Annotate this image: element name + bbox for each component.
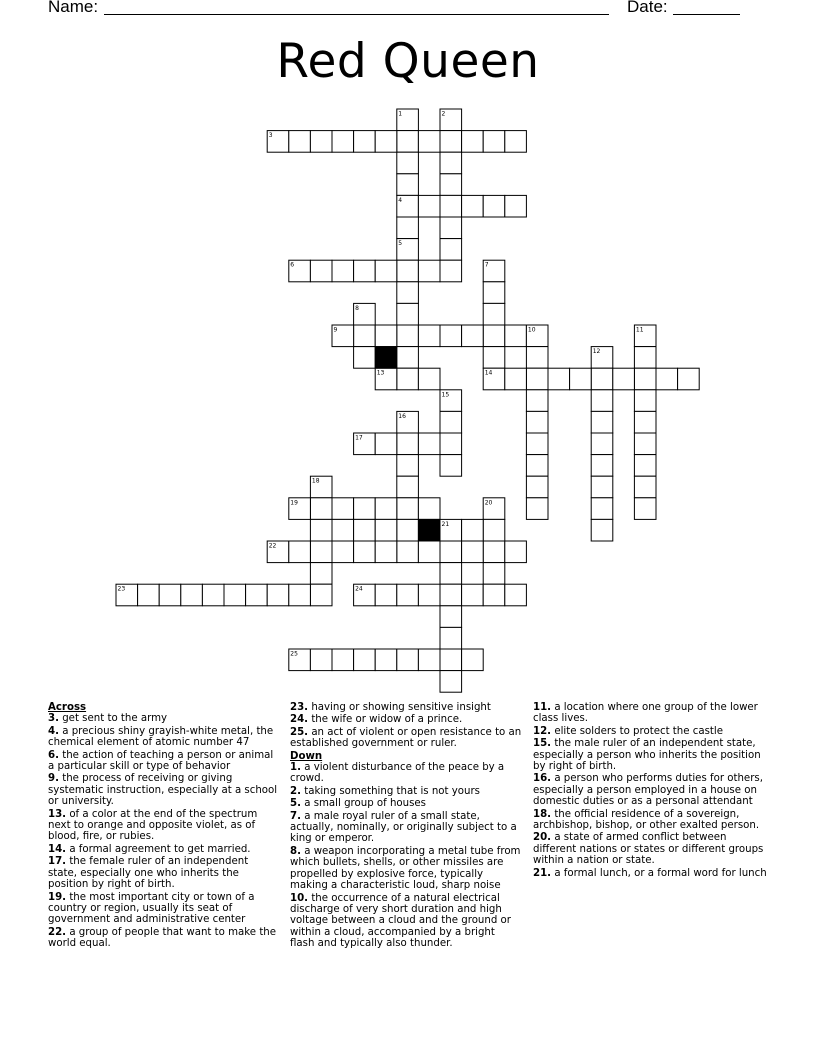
puzzle-title: Red Queen <box>276 34 540 89</box>
grid-cell[interactable] <box>462 649 484 671</box>
clue-down-21: 21. a formal lunch, or a formal word for lunch <box>533 867 767 879</box>
grid-cell[interactable] <box>526 368 548 390</box>
clue-down-18: 18. the official residence of a sovereign, archbishop, bishop, or other exalted person. <box>533 808 760 832</box>
clue-across-6: 6. the action of teaching a person or animal a particular skill or type of behavior <box>48 749 274 773</box>
clue-number: 10 <box>527 326 536 334</box>
clue-number: 16 <box>398 412 406 420</box>
grid-cell[interactable] <box>310 584 332 606</box>
grid-cell[interactable] <box>418 649 440 671</box>
grid-cell[interactable] <box>462 195 484 217</box>
clue-column-1 <box>48 702 280 951</box>
grid-cell[interactable] <box>505 541 527 563</box>
grid-cell[interactable] <box>397 584 419 606</box>
clue-number: 22 <box>268 542 277 550</box>
grid-cell[interactable] <box>462 519 484 541</box>
grid-cell[interactable] <box>418 131 440 153</box>
grid-cell[interactable] <box>397 455 419 477</box>
date-label: Date: <box>627 0 668 16</box>
grid-cell[interactable] <box>634 390 656 412</box>
grid-cell[interactable] <box>332 649 354 671</box>
clue-number: 8 <box>355 304 359 312</box>
grid-cell[interactable] <box>634 455 656 477</box>
grid-cell[interactable] <box>246 584 268 606</box>
grid-cell[interactable] <box>634 433 656 455</box>
grid-cell[interactable] <box>397 260 419 282</box>
clue-across-22: 22. a group of people that want to make the world equal. <box>48 926 277 950</box>
grid-cell[interactable] <box>526 433 548 455</box>
grid-cell[interactable] <box>591 455 613 477</box>
clue-number: 5 <box>398 240 403 248</box>
clue-number: 18 <box>311 477 320 485</box>
grid-cell[interactable] <box>418 498 440 520</box>
grid-cell[interactable] <box>397 303 419 325</box>
grid-cell[interactable] <box>310 519 332 541</box>
grid-cell[interactable] <box>505 195 527 217</box>
grid-cell[interactable] <box>440 217 462 239</box>
clue-across-14: 14. a formal agreement to get married. <box>48 843 251 855</box>
grid-cell[interactable] <box>354 498 376 520</box>
down-heading: Down <box>290 750 323 762</box>
grid-cell[interactable] <box>634 368 656 390</box>
grid-cell[interactable] <box>375 584 397 606</box>
clue-number: 20 <box>484 499 493 507</box>
grid-cell[interactable] <box>505 131 527 153</box>
clue-down-16: 16. a person who performs duties for others, especially a person employed in a house on domestic duties or as a personal attendant <box>533 773 763 808</box>
clue-down-2: 2. taking something that is not yours <box>290 785 480 797</box>
grid-cell[interactable] <box>354 325 376 347</box>
grid-cell[interactable] <box>440 174 462 196</box>
clue-across-19: 19. the most important city or town of a country or region, usually its seat of government and administrative center <box>48 891 255 926</box>
clue-down-1: 1. a violent disturbance of the peace by a crowd. <box>290 762 505 785</box>
clue-across-25: 25. an act of violent or open resistance to an established government or ruler. <box>290 726 522 750</box>
grid-cell[interactable] <box>483 282 505 304</box>
clue-across-17: 17. the female ruler of an independent state, especially one who inherits the position by right of birth. <box>48 856 249 891</box>
grid-cell[interactable] <box>526 411 548 433</box>
grid-cell[interactable] <box>440 627 462 649</box>
across-heading: Across <box>48 702 87 713</box>
grid-cell[interactable] <box>397 347 419 369</box>
grid-cell[interactable] <box>483 347 505 369</box>
grid-cell[interactable] <box>440 152 462 174</box>
clue-number: 6 <box>290 261 295 269</box>
clue-number: 3 <box>268 132 273 140</box>
grid-cell[interactable] <box>397 282 419 304</box>
grid-cell[interactable] <box>418 541 440 563</box>
grid-cell[interactable] <box>462 584 484 606</box>
clue-number: 9 <box>333 326 338 334</box>
grid-cell[interactable] <box>310 649 332 671</box>
grid-cell[interactable] <box>354 541 376 563</box>
grid-cell[interactable] <box>267 584 289 606</box>
grid-cell[interactable] <box>375 260 397 282</box>
grid-cell[interactable] <box>375 649 397 671</box>
grid-cell[interactable] <box>397 476 419 498</box>
grid-cell[interactable] <box>591 411 613 433</box>
clue-column-3 <box>533 702 769 880</box>
grid-cell[interactable] <box>332 260 354 282</box>
grid-cell[interactable] <box>354 347 376 369</box>
grid-cell[interactable] <box>375 541 397 563</box>
grid-cell[interactable] <box>310 260 332 282</box>
grid-cell[interactable] <box>332 498 354 520</box>
clue-number: 24 <box>355 585 363 593</box>
grid-cell[interactable] <box>440 411 462 433</box>
grid-cell[interactable] <box>289 131 311 153</box>
grid-cell[interactable] <box>354 519 376 541</box>
grid-cell[interactable] <box>375 131 397 153</box>
grid-cell[interactable] <box>289 541 311 563</box>
grid-cell[interactable] <box>440 455 462 477</box>
grid-cell[interactable] <box>202 584 224 606</box>
grid-cell[interactable] <box>570 368 592 390</box>
grid-cell[interactable] <box>397 325 419 347</box>
grid-cell[interactable] <box>591 433 613 455</box>
grid-cell[interactable] <box>289 584 311 606</box>
grid-cell[interactable] <box>418 260 440 282</box>
clue-number: 23 <box>117 585 126 593</box>
grid-block <box>418 519 440 541</box>
grid-cell[interactable] <box>332 519 354 541</box>
grid-cell[interactable] <box>526 390 548 412</box>
grid-cell[interactable] <box>440 671 462 693</box>
grid-cell[interactable] <box>483 563 505 585</box>
grid-cell[interactable] <box>505 325 527 347</box>
clue-down-10: 10. the occurrence of a natural electrical discharge of very short duration and high voltage between a cloud and the ground or within a cloud, accompanied by a bright flash and typically also thunder. <box>290 892 511 950</box>
grid-cell[interactable] <box>440 239 462 261</box>
grid-cell[interactable] <box>310 563 332 585</box>
clue-number: 17 <box>355 434 363 442</box>
grid-cell[interactable] <box>418 325 440 347</box>
clue-number: 14 <box>484 369 493 377</box>
clue-across-24: 24. the wife or widow of a prince. <box>290 714 463 726</box>
grid-cell[interactable] <box>483 325 505 347</box>
grid-cell[interactable] <box>159 584 181 606</box>
clue-down-20: 20. a state of armed conflict between different nations or states or different groups within a nation or state. <box>533 832 764 867</box>
grid-cell[interactable] <box>591 368 613 390</box>
clue-number: 4 <box>398 196 403 204</box>
grid-cell[interactable] <box>310 498 332 520</box>
grid-cell[interactable] <box>354 649 376 671</box>
grid-cell[interactable] <box>332 541 354 563</box>
grid-cell[interactable] <box>418 195 440 217</box>
grid-cell[interactable] <box>397 649 419 671</box>
grid-cell[interactable] <box>634 476 656 498</box>
grid-cell[interactable] <box>440 433 462 455</box>
grid-cell[interactable] <box>505 584 527 606</box>
grid-cell[interactable] <box>375 325 397 347</box>
grid-cell[interactable] <box>440 325 462 347</box>
grid-cell[interactable] <box>418 433 440 455</box>
grid-block <box>375 347 397 369</box>
clue-number: 1 <box>398 110 403 118</box>
grid-cell[interactable] <box>440 260 462 282</box>
clue-number: 15 <box>441 391 450 399</box>
grid-cell[interactable] <box>483 195 505 217</box>
grid-cell[interactable] <box>483 519 505 541</box>
grid-cell[interactable] <box>138 584 160 606</box>
grid-cell[interactable] <box>613 368 635 390</box>
clue-down-11: 11. a location where one group of the lower class lives. <box>533 702 758 725</box>
grid-cell[interactable] <box>375 433 397 455</box>
clue-down-7: 7. a male royal ruler of a small state, actually, nominally, or originally subject to a king or emperor. <box>290 810 517 845</box>
clue-number: 7 <box>484 261 489 269</box>
grid-cell[interactable] <box>483 584 505 606</box>
clue-down-5: 5. a small group of houses <box>290 798 426 810</box>
clue-number: 21 <box>441 520 450 528</box>
grid-cell[interactable] <box>397 368 419 390</box>
grid-cell[interactable] <box>354 131 376 153</box>
grid-cell[interactable] <box>310 131 332 153</box>
grid-cell[interactable] <box>526 455 548 477</box>
grid-cell[interactable] <box>397 498 419 520</box>
grid-cell[interactable] <box>440 584 462 606</box>
clue-column-2 <box>290 702 522 951</box>
grid-cell[interactable] <box>548 368 570 390</box>
grid-cell[interactable] <box>310 541 332 563</box>
grid-cell[interactable] <box>591 519 613 541</box>
grid-cell[interactable] <box>397 131 419 153</box>
grid-cell[interactable] <box>440 563 462 585</box>
grid-cell[interactable] <box>397 519 419 541</box>
clue-number: 12 <box>592 348 601 356</box>
grid-cell[interactable] <box>397 152 419 174</box>
grid-cell[interactable] <box>462 541 484 563</box>
grid-cell[interactable] <box>440 606 462 628</box>
clue-number: 2 <box>441 110 446 118</box>
clue-number: 11 <box>635 326 644 334</box>
grid-cell[interactable] <box>375 498 397 520</box>
clue-number: 19 <box>290 499 298 507</box>
clue-across-13: 13. of a color at the end of the spectrum next to orange and opposite violet, as of blood, fire, or rubies. <box>48 808 258 843</box>
name-label: Name: <box>48 0 99 16</box>
grid-cell[interactable] <box>397 217 419 239</box>
grid-cell[interactable] <box>440 541 462 563</box>
clue-across-9: 9. the process of receiving or giving systematic instruction, especially at a school or university. <box>48 773 278 808</box>
grid-cell[interactable] <box>634 411 656 433</box>
grid-cell[interactable] <box>634 498 656 520</box>
grid-cell[interactable] <box>526 347 548 369</box>
grid-cell[interactable] <box>418 584 440 606</box>
grid-cell[interactable] <box>440 649 462 671</box>
clue-number: 13 <box>376 369 385 377</box>
grid-cell[interactable] <box>526 476 548 498</box>
clue-across-4: 4. a precious shiny grayish-white metal, the chemical element of atomic number 47 <box>48 725 274 749</box>
grid-cell[interactable] <box>354 260 376 282</box>
clue-down-15: 15. the male ruler of an independent state, especially a person who inherits the position by right of birth. <box>533 738 761 773</box>
grid-cell[interactable] <box>397 174 419 196</box>
grid-cell[interactable] <box>397 541 419 563</box>
grid-cell[interactable] <box>591 476 613 498</box>
clue-across-3: 3. get sent to the army <box>48 713 168 725</box>
grid-cell[interactable] <box>462 325 484 347</box>
grid-cell[interactable] <box>397 433 419 455</box>
grid-cell[interactable] <box>591 390 613 412</box>
grid-cell[interactable] <box>418 368 440 390</box>
grid-cell[interactable] <box>505 368 527 390</box>
grid-cell[interactable] <box>332 131 354 153</box>
grid-cell[interactable] <box>462 131 484 153</box>
clue-number: 25 <box>290 650 298 658</box>
grid-cell[interactable] <box>634 347 656 369</box>
grid-cell[interactable] <box>483 131 505 153</box>
grid-cell[interactable] <box>440 131 462 153</box>
grid-cell[interactable] <box>181 584 203 606</box>
clue-across-23: 23. having or showing sensitive insight <box>290 702 491 713</box>
grid-cell[interactable] <box>440 195 462 217</box>
clue-down-8: 8. a weapon incorporating a metal tube from which bullets, shells, or other missiles are propelled by explosive force, typically making a characteristic loud, sharp noise <box>290 845 521 892</box>
clue-down-12: 12. elite solders to protect the castle <box>533 725 724 737</box>
grid-cell[interactable] <box>375 519 397 541</box>
grid-cell[interactable] <box>483 541 505 563</box>
grid-cell[interactable] <box>678 368 700 390</box>
grid-cell[interactable] <box>656 368 678 390</box>
grid-cell[interactable] <box>591 498 613 520</box>
grid-cell[interactable] <box>526 498 548 520</box>
grid-cell[interactable] <box>224 584 246 606</box>
grid-cell[interactable] <box>483 303 505 325</box>
